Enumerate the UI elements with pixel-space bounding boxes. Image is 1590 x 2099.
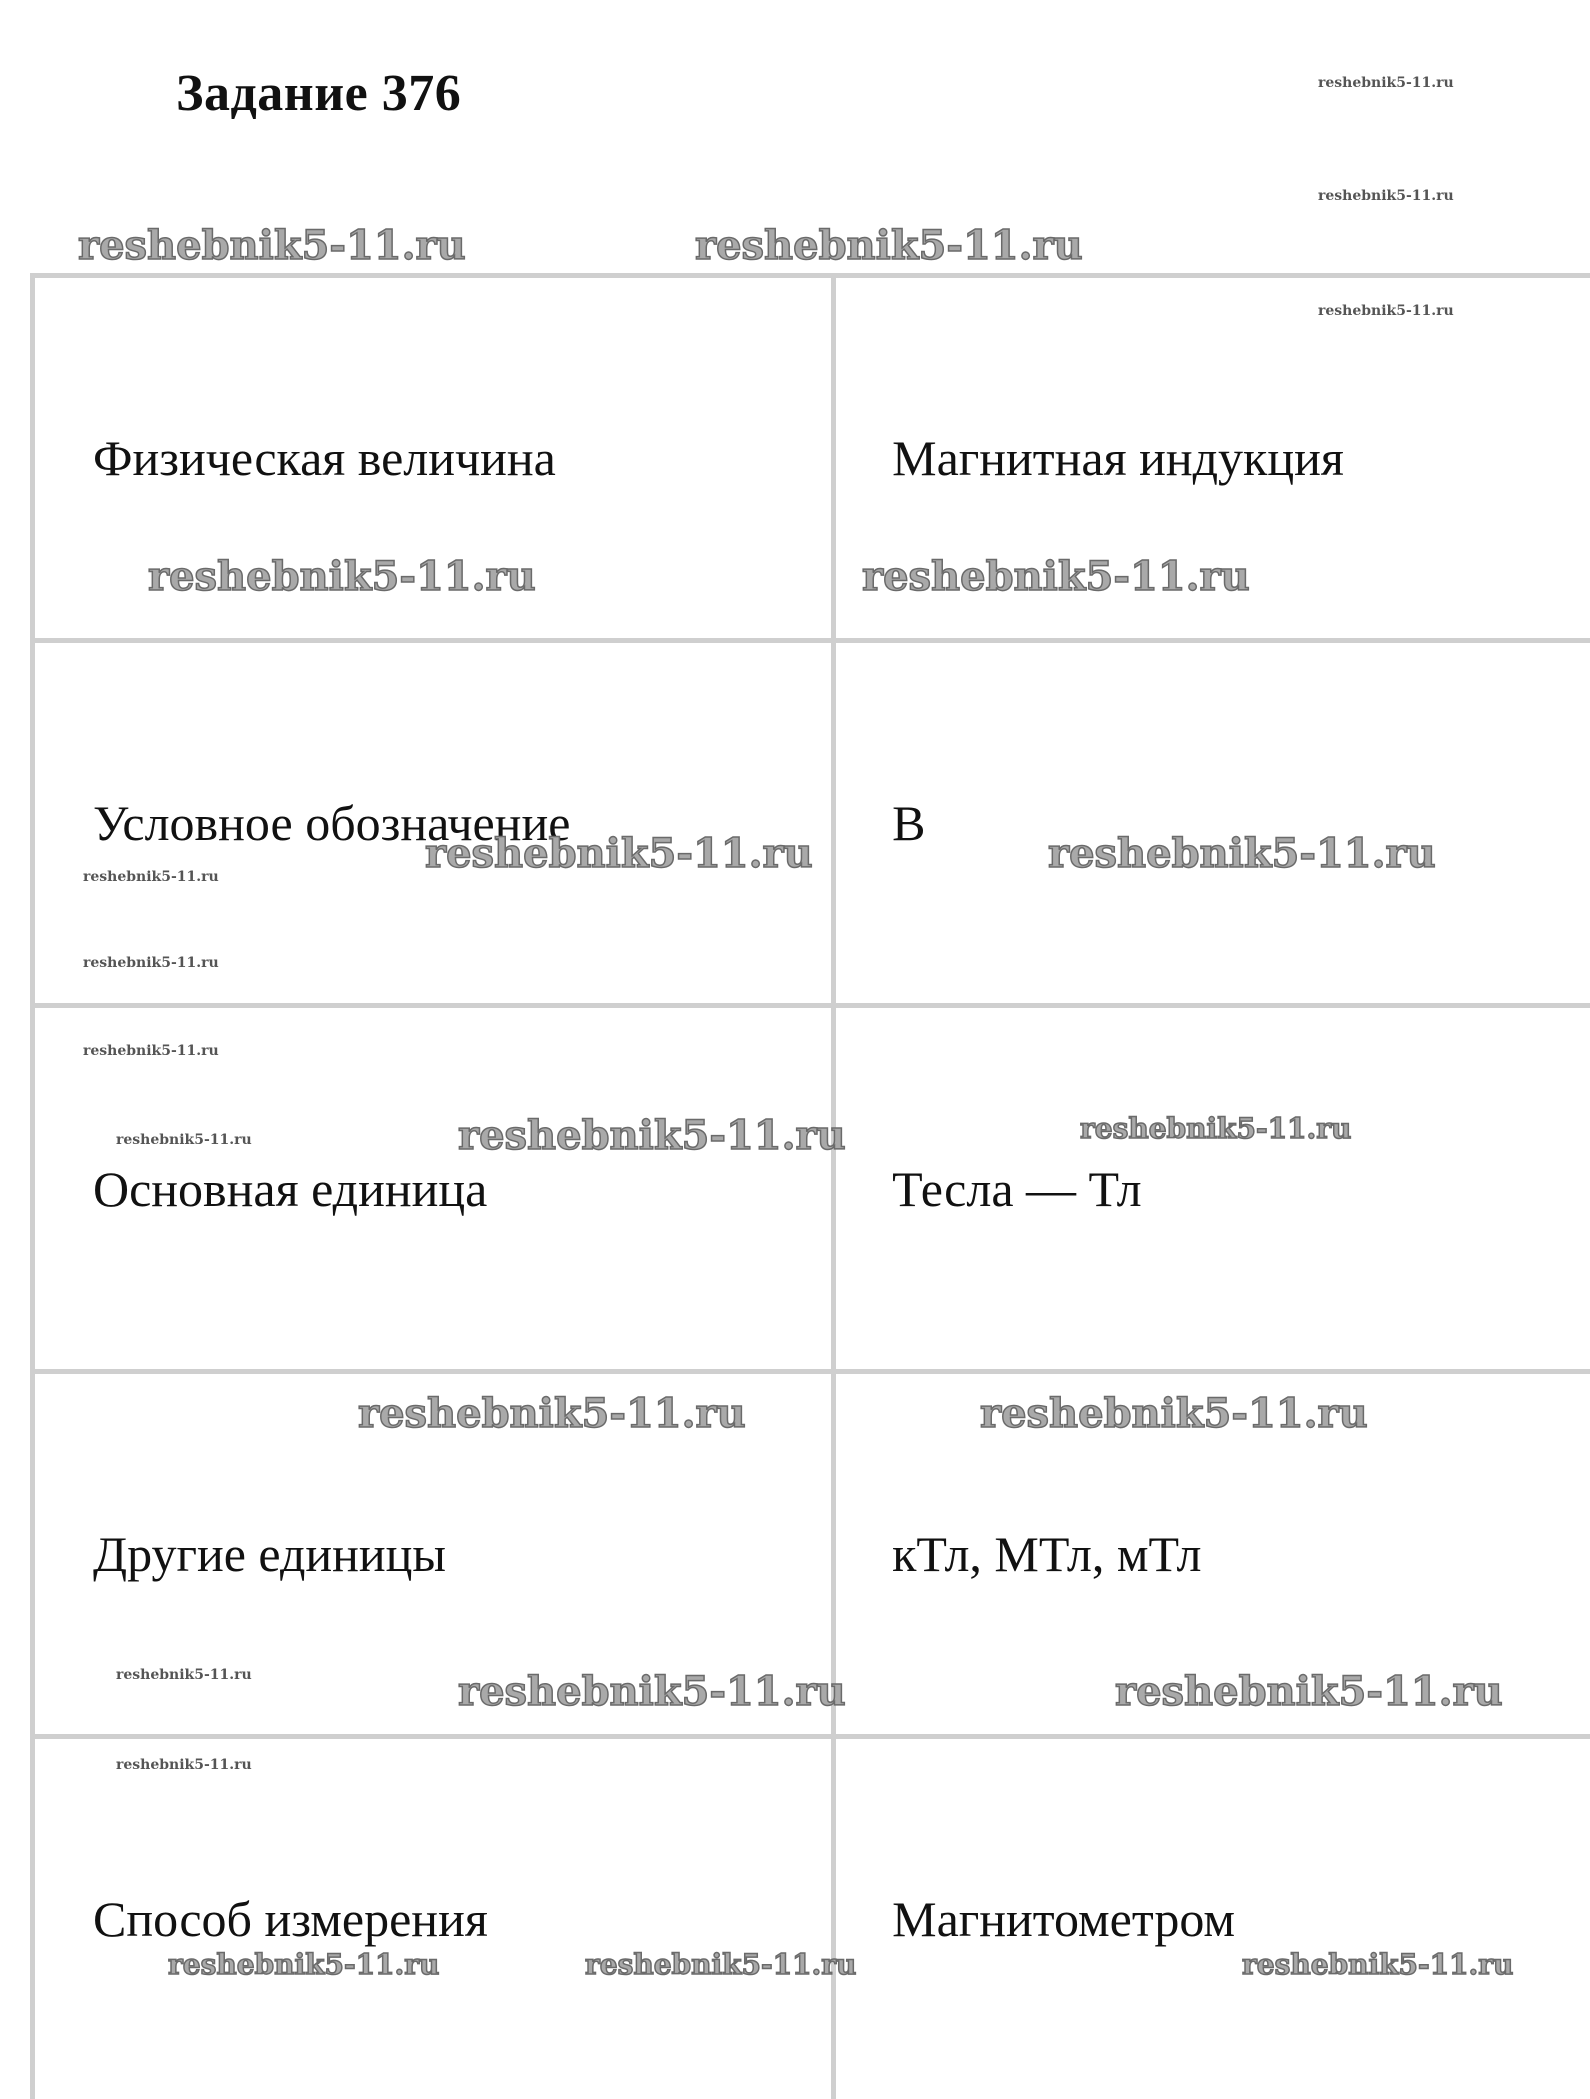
watermark: reshebnik5-11.ru	[358, 1390, 746, 1437]
row-label: Условное обозначение	[33, 641, 834, 1006]
watermark: reshebnik5-11.ru	[1242, 1948, 1514, 1981]
watermark: reshebnik5-11.ru	[1115, 1668, 1503, 1715]
table-row	[33, 641, 1590, 1006]
row-label: Другие единицы	[33, 1371, 834, 1736]
watermark: reshebnik5-11.ru	[116, 1132, 252, 1148]
watermark: reshebnik5-11.ru	[458, 1668, 846, 1715]
row-value: Тесла — Тл	[834, 1006, 1590, 1371]
row-label: Физическая величина	[33, 276, 834, 641]
watermark: reshebnik5-11.ru	[980, 1390, 1368, 1437]
watermark: reshebnik5-11.ru	[78, 222, 466, 269]
watermark: reshebnik5-11.ru	[1080, 1112, 1352, 1145]
table-row	[33, 1006, 1590, 1371]
watermark: reshebnik5-11.ru	[1318, 188, 1454, 204]
watermark: reshebnik5-11.ru	[862, 553, 1250, 600]
watermark: reshebnik5-11.ru	[1318, 303, 1454, 319]
page-title: Задание 376	[176, 65, 462, 122]
watermark: reshebnik5-11.ru	[458, 1112, 846, 1159]
watermark: reshebnik5-11.ru	[695, 222, 1083, 269]
watermark: reshebnik5-11.ru	[116, 1667, 252, 1683]
watermark: reshebnik5-11.ru	[116, 1757, 252, 1773]
watermark: reshebnik5-11.ru	[1048, 830, 1436, 877]
watermark: reshebnik5-11.ru	[168, 1948, 440, 1981]
table-row	[33, 1736, 1590, 2099]
row-value: Магнитометром	[834, 1736, 1590, 2099]
row-value: Магнитная индукция	[834, 276, 1590, 641]
watermark: reshebnik5-11.ru	[83, 869, 219, 885]
row-label: Способ измерения	[33, 1736, 834, 2099]
row-value: B	[834, 641, 1590, 1006]
watermark: reshebnik5-11.ru	[83, 955, 219, 971]
watermark: reshebnik5-11.ru	[1318, 75, 1454, 91]
watermark: reshebnik5-11.ru	[425, 830, 813, 877]
watermark: reshebnik5-11.ru	[83, 1043, 219, 1059]
row-value: кТл, МТл, мТл	[834, 1371, 1590, 1736]
row-label: Основная единица	[33, 1006, 834, 1371]
watermark: reshebnik5-11.ru	[585, 1948, 857, 1981]
properties-table	[30, 273, 1590, 2099]
watermark: reshebnik5-11.ru	[148, 553, 536, 600]
